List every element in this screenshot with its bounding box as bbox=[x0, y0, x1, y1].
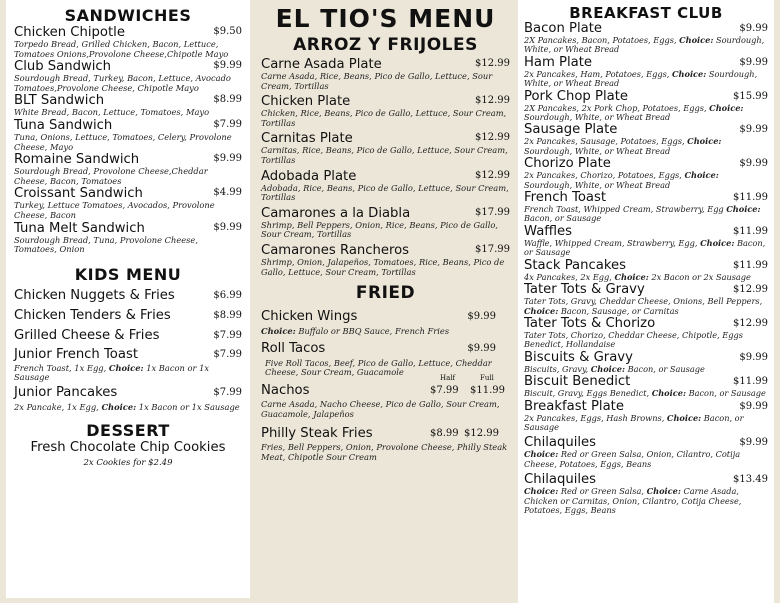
item-price: $11.99 bbox=[733, 192, 768, 204]
item-name: Pork Chop Plate bbox=[524, 88, 628, 104]
menu-item-sausage-plate bbox=[524, 123, 768, 156]
item-description: Chicken, Rice, Beans, Pico de Gallo, Lettuce, Sour Cream, Tortillas bbox=[261, 108, 507, 128]
item-description: Biscuit, Gravy, Eggs Benedict, Choice: Bacon, or Sausage bbox=[524, 388, 766, 399]
right-column bbox=[518, 0, 774, 603]
item-description: Carnitas, Rice, Beans, Pico de Gallo, Lettuce, Sour Cream, Tortillas bbox=[261, 145, 508, 165]
item-price: $9.99 bbox=[739, 23, 768, 34]
menu-item-pork-chop-plate bbox=[524, 90, 768, 123]
menu-item-waffles bbox=[524, 225, 768, 258]
item-price: $7.99 bbox=[213, 118, 242, 130]
item-description: White Bread, Bacon, Lettuce, Tomatoes, Mayo bbox=[14, 107, 210, 118]
menu-item-chicken-nuggets bbox=[14, 286, 242, 306]
menu-item-chilaquiles bbox=[524, 436, 768, 469]
item-price: $9.99 bbox=[739, 158, 768, 170]
item-description: 2X Pancakes, 2x Pork Chop, Potatoes, Eggs, Choice: Sourdough, White, or Wheat Bread bbox=[524, 102, 744, 123]
item-description: 2x Pancakes, Sausage, Potatoes, Eggs, Choice: Sourdough, White, or Wheat Bread bbox=[524, 136, 722, 156]
item-name: French Toast bbox=[524, 190, 607, 206]
item-name: Waffles bbox=[524, 223, 573, 239]
item-price: $12.99 bbox=[475, 169, 510, 181]
item-description: 2x Pancakes, Ham, Potatoes, Eggs, Choice: Sourdough, White, or Wheat Bread bbox=[524, 68, 758, 89]
item-name: Nachos bbox=[261, 382, 310, 398]
menu-item-philly-steak-fries bbox=[261, 425, 510, 462]
item-name: Croissant Sandwich bbox=[14, 186, 143, 202]
item-description: Fries, Bell Peppers, Onion, Provolone Cheese, Philly Steak Meat, Chipotle Sour Cream bbox=[261, 442, 508, 462]
menu-item-tuna-melt-sandwich bbox=[14, 221, 242, 255]
menu-item-chicken-wings bbox=[261, 307, 510, 337]
item-name: Carne Asada Plate bbox=[261, 57, 382, 72]
item-name: Breakfast Plate bbox=[524, 398, 624, 414]
menu-item-biscuit-benedict bbox=[524, 375, 768, 398]
item-name: Junior French Toast bbox=[14, 346, 138, 362]
menu-item-bacon-plate bbox=[524, 22, 768, 55]
item-price: $11.99 bbox=[733, 259, 768, 271]
menu-item-club-sandwich bbox=[14, 59, 242, 93]
item-price: $9.99 bbox=[213, 153, 242, 165]
item-description: Carne Asada, Rice, Beans, Pico de Gallo, Lettuce, Sour Cream, Tortillas bbox=[261, 71, 493, 91]
item-name: Camarones Rancheros bbox=[261, 242, 410, 258]
full-price: $11.99 bbox=[470, 384, 505, 396]
fried-heading: FRIED bbox=[355, 283, 416, 304]
sandwiches-heading: SANDWICHES bbox=[64, 6, 192, 25]
menu-item-carne-asada bbox=[261, 57, 510, 91]
menu-item-stack-pancakes bbox=[524, 259, 768, 282]
menu-item-chilaquiles-deluxe bbox=[524, 473, 768, 515]
menu-item-nachos bbox=[261, 373, 510, 419]
item-name: Fresh Chocolate Chip Cookies bbox=[30, 439, 226, 455]
menu-item-chicken-plate bbox=[261, 94, 510, 128]
item-price: $12.99 bbox=[475, 132, 510, 144]
item-price: $9.99 bbox=[739, 351, 768, 363]
item-price: $6.99 bbox=[213, 289, 242, 301]
item-price: $9.99 bbox=[213, 221, 242, 233]
item-name: Junior Pancakes bbox=[14, 384, 118, 400]
item-name: Biscuit Benedict bbox=[524, 374, 631, 390]
item-name: Romaine Sandwich bbox=[14, 152, 140, 168]
item-name: Ham Plate bbox=[524, 54, 593, 70]
item-price: $9.99 bbox=[739, 400, 768, 412]
item-price: $15.99 bbox=[733, 90, 768, 102]
arroz-heading: ARROZ Y FRIJOLES bbox=[293, 35, 478, 55]
item-price: $17.99 bbox=[475, 243, 510, 255]
menu-item-chicken-chipotle bbox=[14, 25, 242, 59]
item-price: $13.49 bbox=[733, 474, 768, 486]
item-price: $4.99 bbox=[213, 187, 242, 199]
item-price: $9.99 bbox=[467, 311, 496, 323]
item-price: $11.99 bbox=[733, 376, 768, 388]
menu-item-blt-sandwich bbox=[14, 93, 242, 118]
item-price: $9.99 bbox=[739, 437, 768, 449]
item-description: 2x Pancake, 1x Egg, Choice: 1x Bacon or 1x Sausage bbox=[14, 401, 240, 412]
menu-item-camarones-rancheros bbox=[261, 243, 510, 277]
item-name: Chilaquiles bbox=[524, 435, 597, 451]
item-price: $7.99 bbox=[213, 386, 242, 398]
middle-column bbox=[257, 0, 514, 603]
item-name: BLT Sandwich bbox=[14, 93, 105, 109]
menu-item-tuna-sandwich bbox=[14, 118, 242, 152]
item-name: Camarones a la Diabla bbox=[261, 205, 411, 221]
item-description: Choice: Red or Green Salsa, Onion, Cilantro, Cotija Cheese, Potatoes, Eggs, Beans bbox=[524, 449, 741, 469]
kids-menu-heading: KIDS MENU bbox=[74, 264, 182, 284]
item-description: French Toast, Whipped Cream, Strawberry, Egg Choice: Bacon, or Sausage bbox=[524, 204, 761, 224]
item-name: Adobada Plate bbox=[261, 168, 357, 184]
item-name: Philly Steak Fries bbox=[261, 426, 373, 442]
item-name: Biscuits & Gravy bbox=[524, 349, 633, 365]
item-description: Five Roll Tacos, Beef, Pico de Gallo, Lettuce, Cheddar Cheese, Sour Cream, Guacamole bbox=[265, 357, 492, 378]
item-description: Biscuits, Gravy, Choice: Bacon, or Sausage bbox=[524, 363, 705, 374]
item-name: Chicken Wings bbox=[261, 309, 358, 325]
breakfast-heading: BREAKFAST CLUB bbox=[569, 4, 723, 22]
menu-item-tater-tots-gravy bbox=[524, 283, 768, 316]
item-name: Tuna Melt Sandwich bbox=[14, 220, 145, 236]
item-price: $9.99 bbox=[467, 342, 496, 354]
menu-item-junior-french-toast bbox=[14, 346, 242, 383]
item-price: $11.99 bbox=[733, 225, 768, 237]
item-description: 2x Pancakes, Chorizo, Potatoes, Eggs, Choice: Sourdough, White, or Wheat Bread bbox=[524, 170, 719, 190]
menu-item-breakfast-plate bbox=[524, 400, 768, 433]
item-price: $8.99 bbox=[213, 94, 242, 106]
menu-item-chorizo-plate bbox=[524, 157, 768, 190]
menu-item-chicken-tenders bbox=[14, 306, 242, 326]
menu-item-cookies bbox=[14, 440, 242, 468]
item-name: Chorizo Plate bbox=[524, 156, 611, 172]
item-description: Torpedo Bread, Grilled Chicken, Bacon, Lettuce, Tomatoes Onions,Provolone Cheese,Chipotle Mayo bbox=[14, 39, 229, 59]
item-name: Chicken Chipotle bbox=[14, 25, 125, 40]
item-name: Chicken Nuggets & Fries bbox=[14, 287, 175, 303]
item-name: Chilaquiles bbox=[524, 472, 597, 488]
item-name: Tater Tots & Gravy bbox=[524, 282, 645, 298]
item-description: Sourdough Bread, Turkey, Bacon, Lettuce, Avocado Tomatoes,Provolone Cheese, Chipotle Mayo bbox=[14, 73, 231, 93]
half-price: $8.99 bbox=[430, 428, 459, 440]
item-price: $9.99 bbox=[739, 56, 768, 68]
item-description: Carne Asada, Nacho Cheese, Pico de Gallo, Sour Cream, Guacamole, Jalapeños bbox=[261, 398, 500, 419]
item-description: 4x Pancakes, 2x Egg, Choice: 2x Bacon or 2x Sausage bbox=[524, 271, 751, 282]
item-name: Tuna Sandwich bbox=[14, 117, 113, 133]
item-description: French Toast, 1x Egg, Choice: 1x Bacon or 1x Sausage bbox=[14, 362, 210, 383]
item-price: $12.99 bbox=[475, 58, 510, 69]
item-price: $12.99 bbox=[733, 284, 768, 296]
item-name: Grilled Cheese & Fries bbox=[14, 327, 160, 343]
item-name: Carnitas Plate bbox=[261, 131, 353, 147]
menu-item-junior-pancakes bbox=[14, 383, 242, 413]
item-description: Shrimp, Bell Peppers, Onion, Rice, Beans, Pico de Gallo, Sour Cream, Tortillas bbox=[261, 219, 499, 240]
item-description: Adobada, Rice, Beans, Pico de Gallo, Lettuce, Sour Cream, Tortillas bbox=[261, 182, 509, 203]
item-description: Sourdough Bread, Provolone Cheese,Cheddar Cheese, Bacon, Tomatoes bbox=[14, 166, 208, 186]
menu-item-roll-tacos bbox=[261, 339, 510, 378]
menu-item-tater-tots-chorizo bbox=[524, 317, 768, 350]
item-description: Turkey, Lettuce Tomatoes, Avocados, Provolone Cheese, Bacon bbox=[14, 200, 215, 220]
menu-item-biscuits-gravy bbox=[524, 351, 768, 374]
item-name: Chicken Plate bbox=[261, 94, 351, 110]
menu-item-croissant-sandwich bbox=[14, 186, 242, 220]
item-description: Choice: Buffalo or BBQ Sauce, French Fries bbox=[261, 326, 450, 337]
item-price: $7.99 bbox=[213, 348, 242, 360]
item-price: $8.99 bbox=[213, 309, 242, 321]
item-description: Tater Tots, Chorizo, Cheddar Cheese, Chipotle, Eggs Benedict, Hollandaise bbox=[524, 329, 743, 350]
item-description: Choice: Red or Green Salsa, Choice: Carne Asada, Chicken or Carnitas, Onion, Cilantro, Cotija Cheese, Potatoes, Eggs, Beans bbox=[524, 486, 742, 515]
item-price: $9.50 bbox=[213, 26, 242, 37]
item-name: Sausage Plate bbox=[524, 122, 618, 138]
left-column bbox=[6, 0, 250, 598]
half-price: $7.99 bbox=[430, 384, 459, 396]
menu-item-camarones-diabla bbox=[261, 206, 510, 240]
menu-item-french-toast bbox=[524, 191, 768, 224]
item-name: Club Sandwich bbox=[14, 59, 112, 75]
half-label: Half bbox=[440, 373, 456, 382]
menu-title: EL TIO'S MENU bbox=[275, 4, 496, 33]
item-price: $9.99 bbox=[739, 124, 768, 136]
item-description: 2x Pancakes, Eggs, Hash Browns, Choice: Bacon, or Sausage bbox=[524, 412, 744, 432]
dessert-heading: DESSERT bbox=[86, 420, 170, 440]
menu-item-grilled-cheese bbox=[14, 326, 242, 346]
breakfast-list bbox=[524, 22, 768, 515]
menu-item-romaine-sandwich bbox=[14, 152, 242, 186]
item-price: $9.99 bbox=[213, 60, 242, 72]
full-label: Full bbox=[480, 373, 494, 382]
item-name: Roll Tacos bbox=[261, 340, 326, 356]
item-price: $12.99 bbox=[733, 317, 768, 329]
item-description: 2X Pancakes, Bacon, Potatoes, Eggs, Choice: Sourdough, White, or Wheat Bread bbox=[524, 35, 765, 55]
item-description: Waffle, Whipped Cream, Strawberry, Egg, Choice: Bacon, or Sausage bbox=[524, 237, 766, 258]
menu-item-carnitas-plate bbox=[261, 131, 510, 165]
item-description: Sourdough Bread, Tuna, Provolone Cheese, Tomatoes, Onion bbox=[14, 234, 198, 255]
menu-item-ham-plate bbox=[524, 56, 768, 89]
item-price: $7.99 bbox=[213, 329, 242, 341]
item-price: $17.99 bbox=[475, 206, 510, 218]
item-name: Chicken Tenders & Fries bbox=[14, 307, 171, 323]
item-price: $12.99 bbox=[475, 95, 510, 107]
item-description: Tuna, Onions, Lettuce, Tomatoes, Celery, Provolone Cheese, Mayo bbox=[14, 131, 232, 152]
item-description: Shrimp, Onion, Jalapeños, Tomatoes, Rice, Beans, Pico de Gallo, Lettuce, Sour Cream, Tortillas bbox=[261, 256, 505, 277]
item-name: Tater Tots & Chorizo bbox=[524, 315, 656, 331]
item-description: 2x Cookies for $2.49 bbox=[83, 457, 173, 468]
menu-item-adobada-plate bbox=[261, 169, 510, 203]
item-name: Stack Pancakes bbox=[524, 257, 626, 273]
item-description: Tater Tots, Gravy, Cheddar Cheese, Onions, Bell Peppers, Choice: Bacon, Sausage, or Carnitas bbox=[524, 296, 763, 316]
item-name: Bacon Plate bbox=[524, 21, 602, 36]
full-price: $12.99 bbox=[464, 428, 499, 440]
